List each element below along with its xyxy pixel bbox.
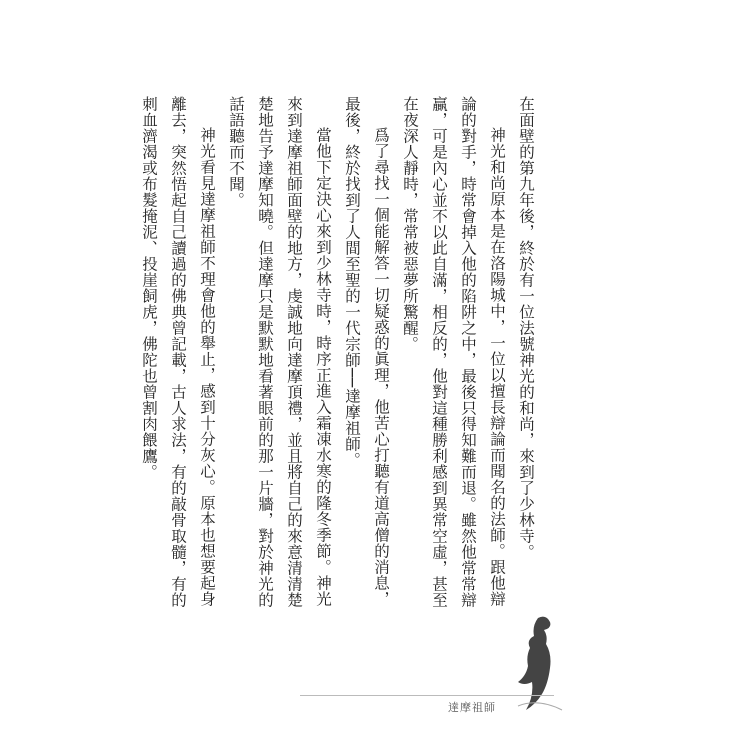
footer-rule <box>300 695 554 696</box>
paragraph-1: 在面壁的第九年後，終於有一位法號神光的和尚，來到了少林寺。 <box>517 96 535 560</box>
paragraph-2: 神光和尚原本是在洛陽城中，一位以擅長辯論而聞名的法師。跟他辯論的對手，時常會掉入他的陷阱之中，最後只得知難而退。雖然他常常辯贏，可是內心並不以此自滿，相反的，他對這種勝利感到異常空虛，甚至在夜深人靜時，常常被惡夢所驚醒。 <box>401 96 506 608</box>
paragraph-5: 神光看見達摩祖師不理會他的舉止，感到十分灰心。原本也想要起身離去，突然悟起自己讀過的佛典曾記載，古人求法，有的敲骨取髓，有的刺血濟渴或布髮掩泥、投崖飼虎，佛陀也曾割肉餵鷹。 <box>140 96 216 608</box>
paragraph-4: 當他下定決心來到少林寺時，時序正進入霜凍水寒的隆冬季節。神光來到達摩祖師面壁的地方，虔誠地向達摩頂禮，並且將自己的來意清清楚楚地告予達摩知曉。但達摩只是默默地看著眼前的那一片牆，對於神光的話語聽而不聞。 <box>227 96 332 608</box>
paragraph-3: 爲了尋找一個能解答一切疑惑的眞理，他苦心打聽有道高僧的消息，最後，終於找到了人間至聖的一代宗師──達摩祖師。 <box>343 96 390 607</box>
bodhidharma-figure-illustration <box>498 610 568 720</box>
running-footer-title: 達摩祖師 <box>448 701 496 714</box>
body-text <box>134 96 554 616</box>
